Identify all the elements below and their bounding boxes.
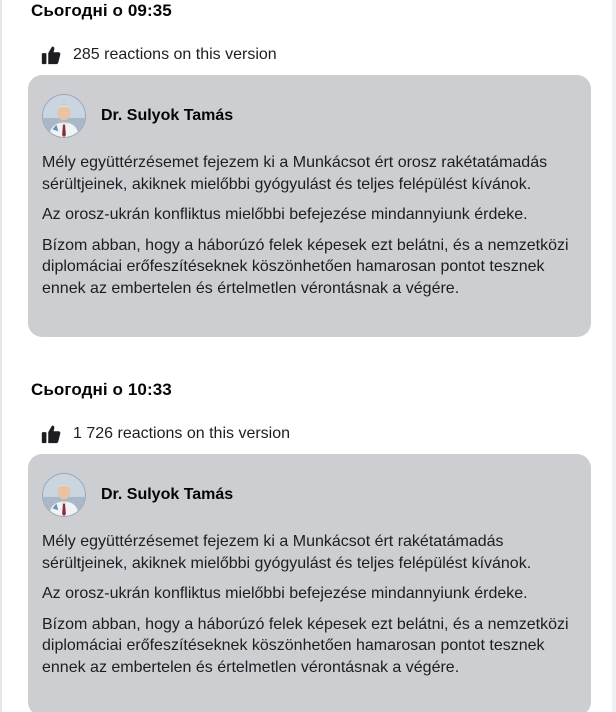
post-author [42,473,233,517]
thumbs-up-icon [40,423,62,445]
post-body [42,531,582,687]
post-paragraph: Bízom abban, hogy a háborúzó felek képesek ezt belátni, és a nemzetközi diplomáciai erőfeszítéseknek köszönhetően hamarosan pontot tesznek ennek az embertelen és értelmetlen vérontásnak a végére. [42,236,569,297]
author-name[interactable]: Dr. Sulyok Tamás [101,107,234,124]
version-timestamp: Сьогодні о 10:33 [31,380,172,399]
post-version-card [28,454,591,712]
post-paragraph: Az orosz-ukrán konfliktus mielőbbi befejezése mindannyiunk érdeke. [42,585,528,602]
post-version-card [28,75,591,337]
thumbs-up-icon [40,44,62,66]
avatar[interactable] [42,473,86,517]
post-paragraph: Mély együttérzésemet fejezem ki a Munkácsot ért orosz rakétatámadás sérültjeinek, akiknek mielőbbi gyógyulást és teljes felépülést kívánok. [42,154,548,193]
version-timestamp: Сьогодні о 09:35 [31,1,172,20]
post-paragraph: Mély együttérzésemet fejezem ki a Munkácsot ért rakétatámadás sérültjeinek, akiknek mielőbbi gyógyulást és teljes felépülést kívánok. [42,533,532,572]
avatar[interactable] [42,94,86,138]
author-name[interactable]: Dr. Sulyok Tamás [101,486,234,503]
post-paragraph: Bízom abban, hogy a háborúzó felek képesek ezt belátni, és a nemzetközi diplomáciai erőfeszítéseknek köszönhetően hamarosan pontot tesznek ennek az embertelen és értelmetlen vérontásnak a végére. [42,615,569,676]
scrollbar-track[interactable] [612,0,616,712]
reactions-summary[interactable] [40,44,277,66]
reactions-count-label: 285 reactions on this version [73,46,277,63]
reactions-count-label: 1 726 reactions on this version [73,425,291,442]
reactions-summary[interactable] [40,423,290,445]
post-author [42,94,233,138]
post-body [42,152,582,308]
post-paragraph: Az orosz-ukrán konfliktus mielőbbi befejezése mindannyiunk érdeke. [42,206,528,223]
left-divider [0,0,2,712]
